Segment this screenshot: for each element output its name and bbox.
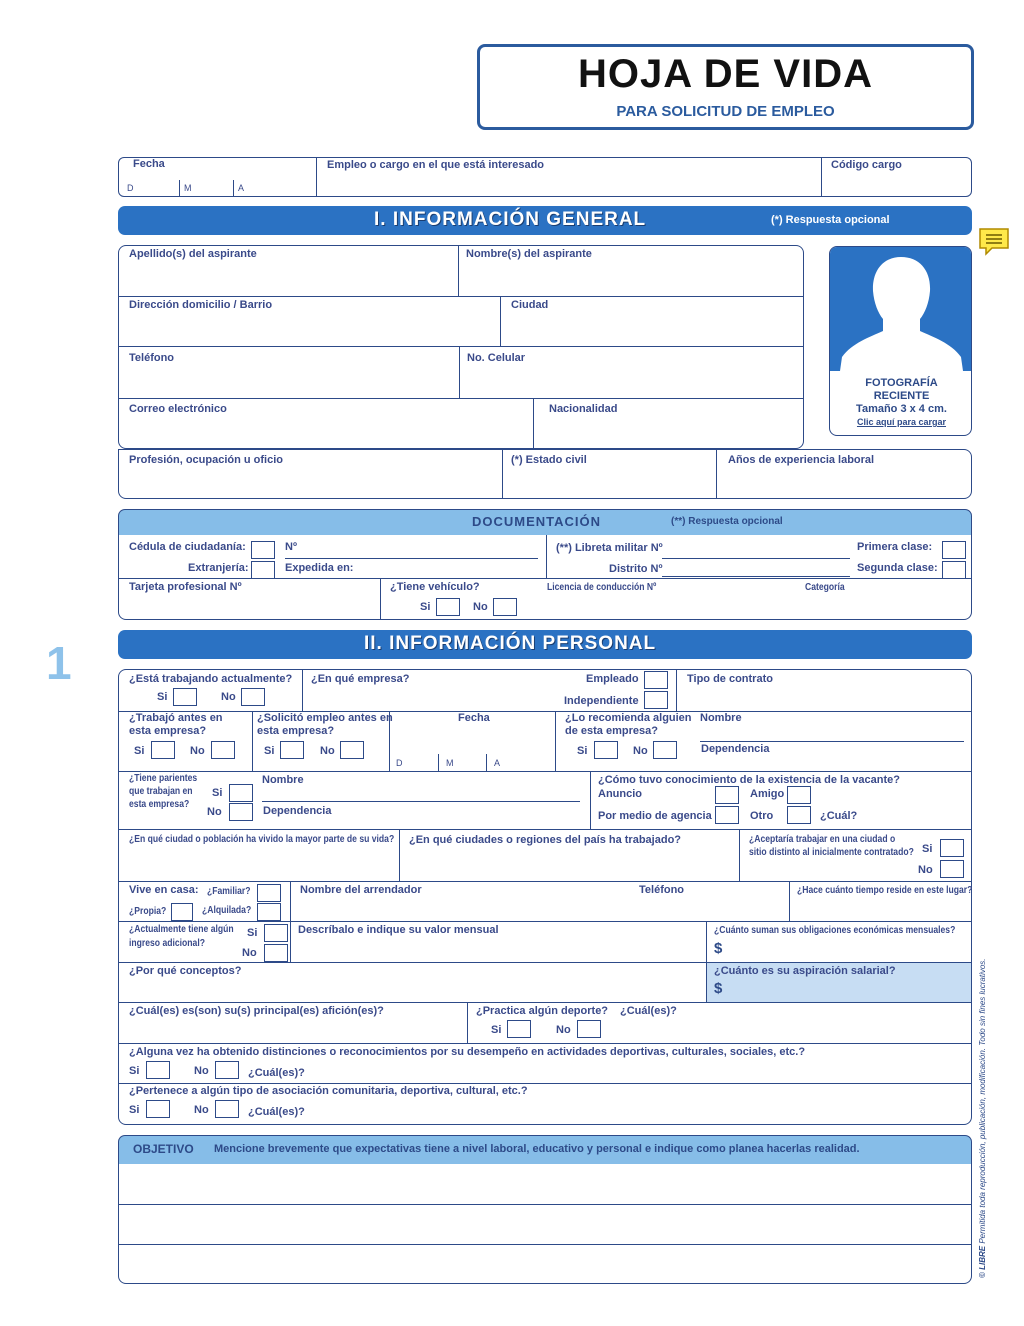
aceptaria-no-checkbox[interactable] (940, 860, 964, 878)
experiencia-label: Años de experiencia laboral (728, 454, 875, 466)
anuncio-label: Anuncio (598, 788, 642, 800)
general-section-title: I. INFORMACIÓN GENERAL (374, 209, 647, 230)
familiar-label: ¿Familiar? (207, 886, 251, 897)
asociacion-si-checkbox[interactable] (146, 1100, 170, 1118)
comment-icon[interactable] (978, 226, 1010, 258)
direccion-label: Dirección domicilio / Barrio (129, 299, 273, 311)
photo-label-3: Tamaño 3 x 4 cm. (856, 403, 947, 415)
asociacion-cuales-label: ¿Cuál(es)? (248, 1106, 305, 1118)
solicito-fecha-label: Fecha (458, 712, 490, 724)
alquilada-checkbox[interactable] (257, 903, 281, 921)
trabajando-label: ¿Está trabajando actualmente? (129, 673, 293, 685)
photo-label-2: RECIENTE (873, 390, 930, 402)
page-number: 1 (46, 637, 72, 689)
copyright-text: Permitida toda reproducción, publicación, modificación. Todo sin fines lucrativos. (978, 958, 987, 1246)
categoria-label: Categoría (805, 582, 845, 593)
parientes-dependencia-label: Dependencia (263, 805, 332, 817)
recomienda-no-checkbox[interactable] (653, 741, 677, 759)
trabajo-antes-no-checkbox[interactable] (211, 741, 235, 759)
ingreso-label-1: ¿Actualmente tiene algún (129, 924, 234, 935)
trabajo-antes-label-2: esta empresa? (129, 725, 207, 737)
parientes-si-checkbox[interactable] (229, 784, 253, 802)
correo-label: Correo electrónico (129, 403, 227, 415)
solicito-label-2: esta empresa? (257, 725, 335, 737)
photo-upload-link[interactable]: Clic aquí para cargar (856, 417, 947, 427)
nombres-label: Nombre(s) del aspirante (466, 248, 592, 260)
deporte-si-label: Si (491, 1024, 502, 1036)
extranjeria-label: Extranjería: (188, 562, 249, 574)
distinciones-no-checkbox[interactable] (215, 1061, 239, 1079)
copyright-note (978, 718, 987, 1278)
deporte-cuales-label: ¿Cuál(es)? (620, 1005, 677, 1017)
estado-civil-label: (*) Estado civil (511, 454, 587, 466)
amigo-checkbox[interactable] (787, 786, 811, 804)
photo-label-1: FOTOGRAFÍA (865, 377, 938, 389)
deporte-no-label: No (556, 1024, 571, 1036)
asociacion-si-label: Si (129, 1104, 140, 1116)
obligaciones-label: ¿Cuánto suman sus obligaciones económicas mensuales? (714, 925, 956, 936)
propia-checkbox[interactable] (171, 903, 193, 921)
ciudades-trabajado-label: ¿En qué ciudades o regiones del país ha trabajado? (409, 834, 682, 846)
recomienda-si-label: Si (577, 745, 588, 757)
cedula-number-label: Nº (285, 541, 297, 553)
aceptaria-label-1: ¿Aceptaría trabajar en una ciudad o (749, 834, 896, 845)
aspiracion-dollar: $ (714, 980, 723, 997)
personal-section-title: II. INFORMACIÓN PERSONAL (364, 633, 657, 654)
ciudad-vivido-label: ¿En qué ciudad o población ha vivido la mayor parte de su vida? (129, 834, 395, 845)
nacionalidad-label: Nacionalidad (549, 403, 618, 415)
page-subtitle: PARA SOLICITUD DE EMPLEO (616, 103, 835, 120)
month-label: M (184, 183, 192, 193)
recomienda-si-checkbox[interactable] (594, 741, 618, 759)
vive-en-label: Vive en casa: (129, 884, 199, 896)
recomienda-no-label: No (633, 745, 648, 757)
primera-clase-checkbox[interactable] (942, 541, 966, 559)
obligaciones-dollar: $ (714, 940, 723, 957)
vehiculo-si-label: Si (420, 601, 431, 613)
trabajo-antes-si-label: Si (134, 745, 145, 757)
agencia-checkbox[interactable] (715, 806, 739, 824)
solicito-day-label: D (396, 758, 403, 768)
solicito-no-label: No (320, 745, 335, 757)
independiente-checkbox[interactable] (644, 691, 668, 709)
amigo-label: Amigo (750, 788, 785, 800)
contrato-label: Tipo de contrato (687, 673, 773, 685)
trabajando-no-label: No (221, 691, 236, 703)
trabajando-no-checkbox[interactable] (241, 688, 265, 706)
vehiculo-no-checkbox[interactable] (493, 598, 517, 616)
solicito-label-1: ¿Solicitó empleo antes en (257, 712, 393, 724)
ingreso-no-label: No (242, 947, 257, 959)
primera-clase-label: Primera clase: (857, 541, 933, 553)
trabajando-si-checkbox[interactable] (173, 688, 197, 706)
alquilada-label: ¿Alquilada? (202, 905, 252, 916)
photo-box[interactable] (829, 246, 972, 436)
propia-label: ¿Propia? (129, 906, 167, 917)
ingreso-label-2: ingreso adicional? (129, 938, 205, 949)
year-label: A (238, 183, 245, 193)
parientes-si-label: Si (212, 787, 223, 799)
ingreso-si-checkbox[interactable] (264, 924, 288, 942)
familiar-checkbox[interactable] (257, 884, 281, 902)
parientes-no-label: No (207, 806, 222, 818)
trabajando-si-label: Si (157, 691, 168, 703)
licencia-label: Licencia de conducción Nº (547, 582, 657, 593)
apellidos-label: Apellido(s) del aspirante (129, 248, 257, 260)
solicito-si-label: Si (264, 745, 275, 757)
ciudad-label: Ciudad (511, 299, 549, 311)
documentation-optional-note: (**) Respuesta opcional (671, 516, 783, 527)
anuncio-checkbox[interactable] (715, 786, 739, 804)
celular-label: No. Celular (467, 352, 526, 364)
recomienda-dependencia-label: Dependencia (701, 743, 770, 755)
cedula-checkbox[interactable] (251, 541, 275, 559)
solicito-year-label: A (494, 758, 501, 768)
empleo-label: Empleo o cargo en el que está interesado (327, 159, 545, 171)
empresa-label: ¿En qué empresa? (311, 673, 410, 685)
copyright-brand: © LIBRE (978, 1245, 987, 1278)
profesion-label: Profesión, ocupación u oficio (129, 454, 284, 466)
asociacion-no-label: No (194, 1104, 209, 1116)
aspiracion-label: ¿Cuánto es su aspiración salarial? (714, 965, 896, 977)
vacante-cual-label: ¿Cuál? (820, 810, 858, 822)
vacante-label: ¿Cómo tuvo conocimiento de la existencia de la vacante? (598, 774, 900, 786)
parientes-label-3: esta empresa? (129, 799, 190, 810)
distinciones-no-label: No (194, 1065, 209, 1077)
segunda-clase-checkbox[interactable] (942, 561, 966, 579)
cedula-label: Cédula de ciudadanía: (129, 541, 246, 553)
parientes-label-1: ¿Tiene parientes (129, 773, 198, 784)
solicito-month-label: M (446, 758, 454, 768)
empleado-label: Empleado (586, 673, 639, 685)
deporte-label: ¿Practica algún deporte? (476, 1005, 609, 1017)
distinciones-si-label: Si (129, 1065, 140, 1077)
parientes-no-checkbox[interactable] (229, 803, 253, 821)
trabajo-antes-no-label: No (190, 745, 205, 757)
distinciones-label: ¿Alguna vez ha obtenido distinciones o reconocimientos por su desempeño en actividades deportivas, culturales, sociales, etc.? (129, 1046, 806, 1058)
parientes-label-2: que trabajan en (129, 786, 193, 797)
distinciones-cuales-label: ¿Cuál(es)? (248, 1067, 305, 1079)
general-form-box (118, 245, 804, 449)
trabajo-antes-label-1: ¿Trabajó antes en (129, 712, 223, 724)
page-title: HOJA DE VIDA (577, 52, 873, 96)
solicito-no-checkbox[interactable] (340, 741, 364, 759)
recomienda-label-1: ¿Lo recomienda alguien (565, 712, 692, 724)
aceptaria-label-2: sitio distinto al inicialmente contratado? (749, 847, 914, 858)
fecha-label: Fecha (133, 158, 165, 170)
recomienda-nombre-label: Nombre (700, 712, 742, 724)
deporte-si-checkbox[interactable] (507, 1020, 531, 1038)
extranjeria-checkbox[interactable] (251, 561, 275, 579)
describalo-label: Descríbalo e indique su valor mensual (298, 924, 499, 936)
otro-label: Otro (750, 810, 774, 822)
aficiones-label: ¿Cuál(es) es(son) su(s) principal(es) afición(es)? (129, 1005, 384, 1017)
parientes-nombre-label: Nombre (262, 774, 304, 786)
asociacion-label: ¿Pertenece a algún tipo de asociación comunitaria, deportiva, cultural, etc.? (129, 1085, 528, 1097)
vehiculo-no-label: No (473, 601, 488, 613)
libreta-label: (**) Libreta militar Nº (556, 542, 663, 554)
solicito-si-checkbox[interactable] (280, 741, 304, 759)
telefono-label: Teléfono (129, 352, 175, 364)
segunda-clase-label: Segunda clase: (857, 562, 938, 574)
aceptaria-si-label: Si (922, 843, 933, 855)
deporte-no-checkbox[interactable] (577, 1020, 601, 1038)
agencia-label: Por medio de agencia (598, 810, 712, 822)
cuanto-tiempo-label: ¿Hace cuánto tiempo reside en este lugar? (797, 885, 973, 896)
day-label: D (127, 183, 134, 193)
conceptos-label: ¿Por qué conceptos? (129, 965, 242, 977)
aceptaria-si-checkbox[interactable] (940, 839, 964, 857)
arrendador-telefono-label: Teléfono (639, 884, 685, 896)
objetivo-label: OBJETIVO (133, 1142, 194, 1156)
distrito-label: Distrito Nº (609, 563, 663, 575)
distinciones-si-checkbox[interactable] (146, 1061, 170, 1079)
ingreso-si-label: Si (247, 927, 258, 939)
vehiculo-label: ¿Tiene vehículo? (390, 581, 480, 593)
codigo-label: Código cargo (831, 159, 902, 171)
otro-checkbox[interactable] (787, 806, 811, 824)
independiente-label: Independiente (564, 695, 639, 707)
vehiculo-si-checkbox[interactable] (436, 598, 460, 616)
person-silhouette-icon (830, 247, 972, 371)
objetivo-instructions: Mencione brevemente que expectativas tiene a nivel laboral, educativo y personal e indique como planea hacerlas realidad. (214, 1143, 860, 1155)
trabajo-antes-si-checkbox[interactable] (151, 741, 175, 759)
arrendador-label: Nombre del arrendador (300, 884, 422, 896)
empleado-checkbox[interactable] (644, 671, 668, 689)
aceptaria-no-label: No (918, 864, 933, 876)
expedida-label: Expedida en: (285, 562, 354, 574)
general-optional-note: (*) Respuesta opcional (771, 214, 890, 226)
recomienda-label-2: de esta empresa? (565, 725, 658, 737)
documentation-title: DOCUMENTACIÓN (472, 514, 602, 529)
ingreso-no-checkbox[interactable] (264, 944, 288, 962)
objetivo-box[interactable] (118, 1164, 972, 1284)
tarjeta-label: Tarjeta profesional Nº (129, 581, 242, 593)
asociacion-no-checkbox[interactable] (215, 1100, 239, 1118)
